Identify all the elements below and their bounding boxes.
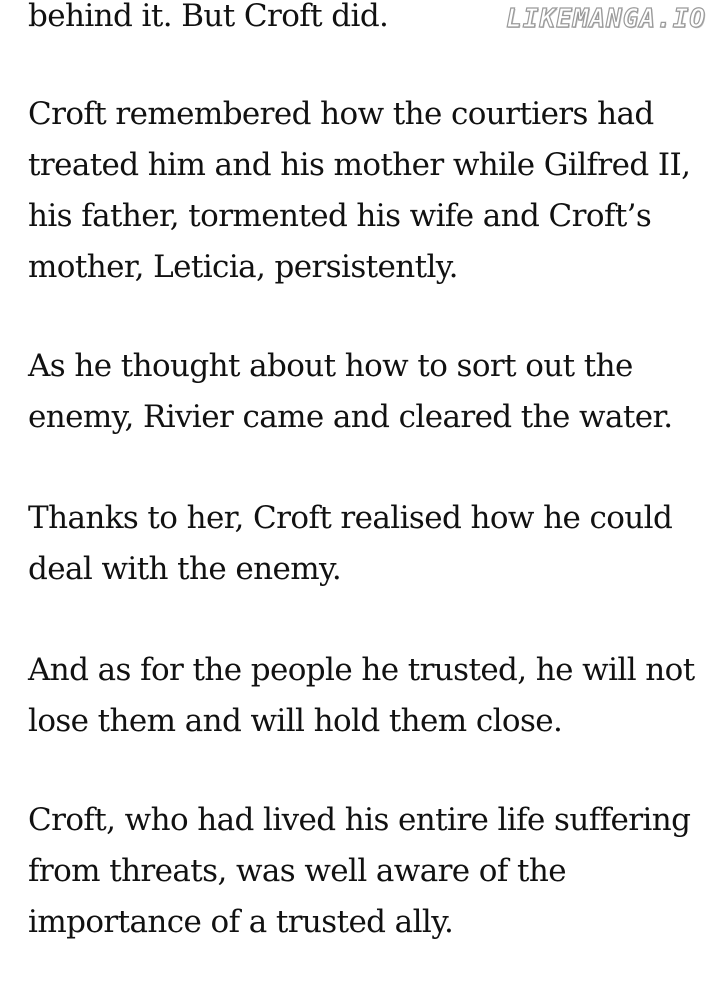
paragraph-3-line-2: enemy, Rivier came and cleared the water. [28,399,673,435]
paragraph-5-line-2: lose them and will hold them close. [28,703,563,739]
paragraph-2-line-3: his father, tormented his wife and Croft’s [28,198,652,234]
paragraph-6-line-3: importance of a trusted ally. [28,904,454,940]
paragraph-2-line-4: mother, Leticia, persistently. [28,249,458,285]
paragraph-4-line-2: deal with the enemy. [28,551,342,587]
paragraph-2-line-1: Croft remembered how the courtiers had [28,96,654,132]
paragraph-6-line-1: Croft, who had lived his entire life suffering [28,802,691,838]
paragraph-2-line-2: treated him and his mother while Gilfred II, [28,147,691,183]
paragraph-5-line-1: And as for the people he trusted, he will not [28,652,695,688]
site-watermark: LIKEMANGA.IO [506,4,706,34]
paragraph-4-line-1: Thanks to her, Croft realised how he could [28,500,673,536]
paragraph-6-line-2: from threats, was well aware of the [28,853,566,889]
paragraph-1-line-1: behind it. But Croft did. [28,0,389,34]
paragraph-3-line-1: As he thought about how to sort out the [28,348,633,384]
